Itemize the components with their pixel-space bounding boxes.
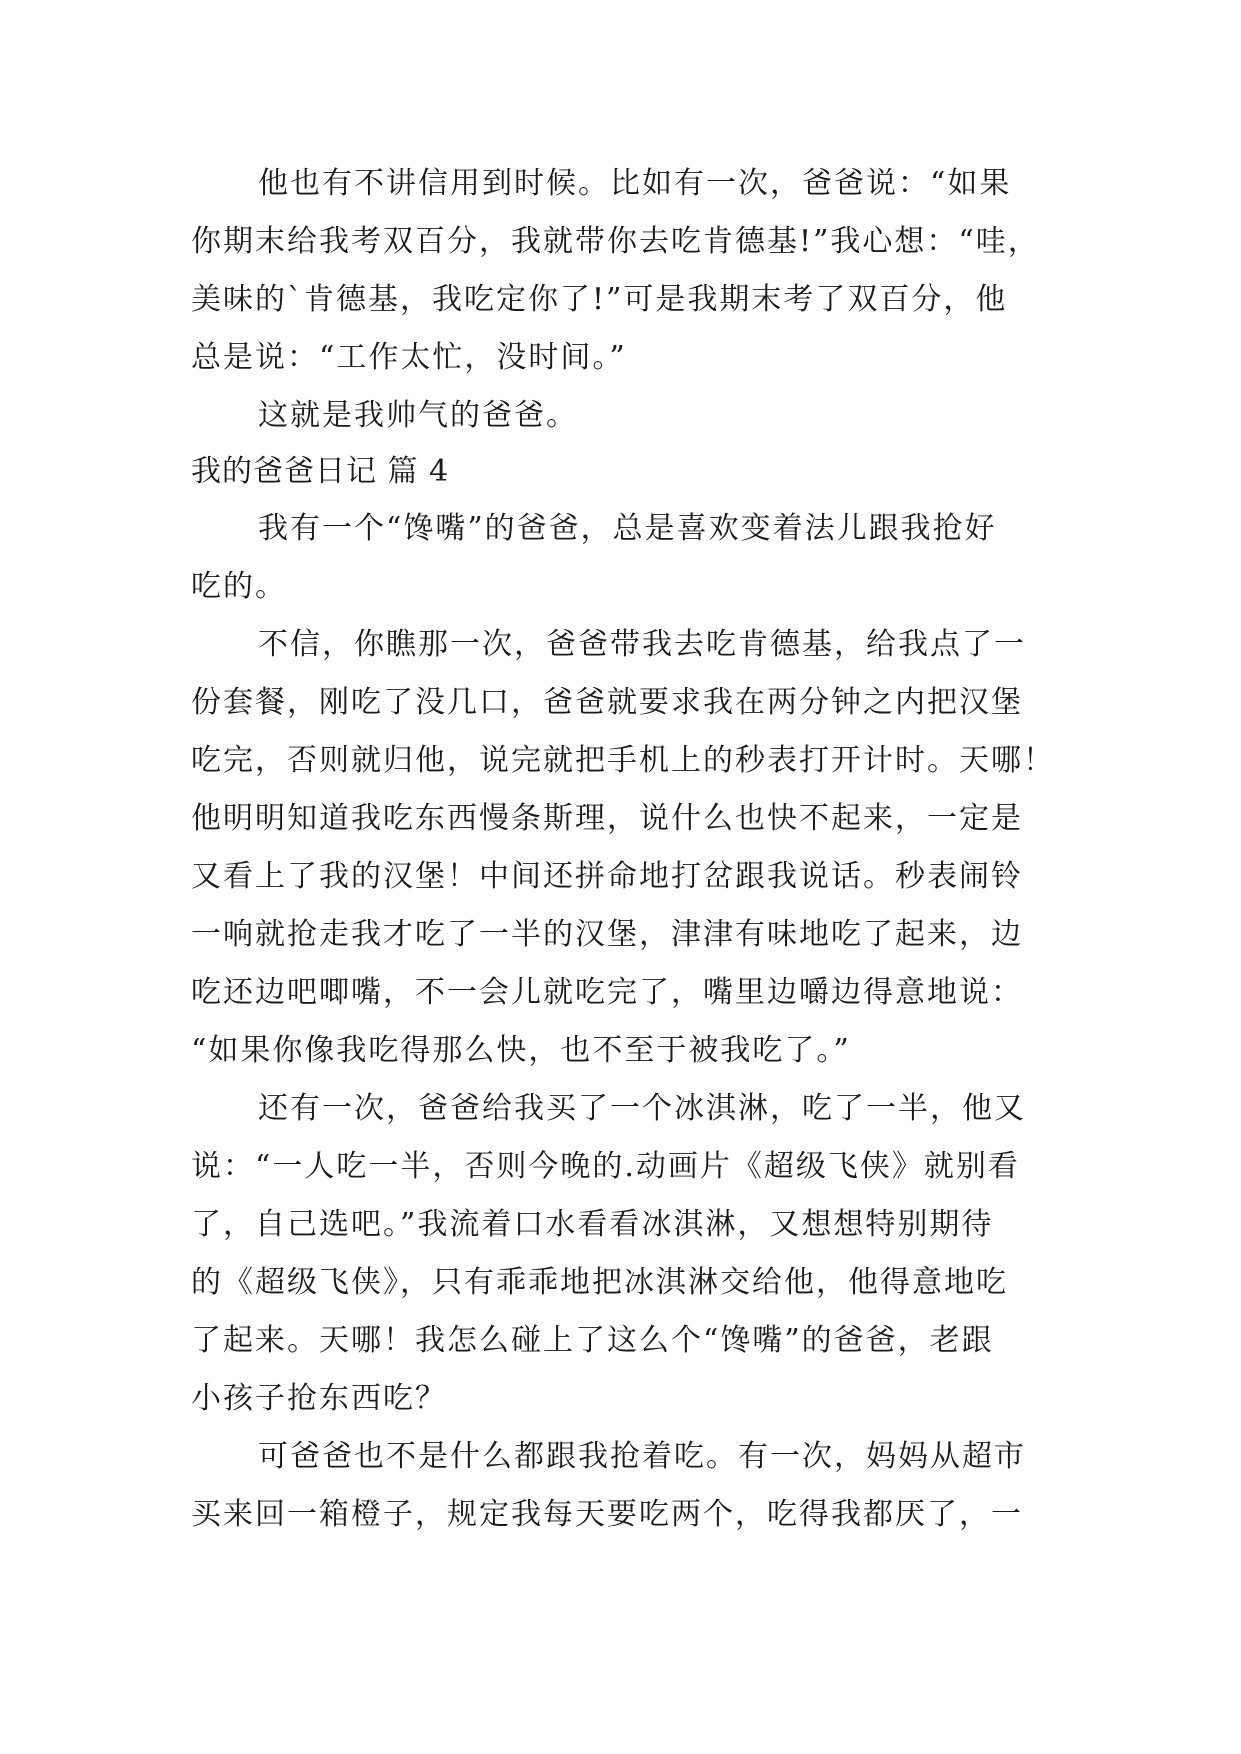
- paragraph-line: 这就是我帅气的爸爸。: [258, 398, 578, 433]
- paragraph-line: 总是说：“工作太忙，没时间。”: [191, 340, 627, 375]
- paragraph-line: 吃的。: [191, 569, 287, 604]
- paragraph-line: 小孩子抢东西吃？: [191, 1381, 447, 1416]
- paragraph-line: 又看上了我的汉堡！中间还拼命地打岔跟我说话。秒表闹铃: [191, 859, 1023, 894]
- paragraph-line: “如果你像我吃得那么快，也不至于被我吃了。”: [191, 1033, 851, 1068]
- paragraph-line: 美味的`肯德基，我吃定你了!”可是我期末考了双百分，他: [191, 282, 1008, 317]
- paragraph-line: 了，自己选吧。”我流着口水看看冰淇淋，又想想特别期待: [191, 1207, 994, 1242]
- paragraph-line: 的《超级飞侠》，只有乖乖地把冰淇淋交给他，他得意地吃: [191, 1265, 1008, 1300]
- paragraph-line: 一响就抢走我才吃了一半的汉堡，津津有味地吃了起来，边: [191, 917, 1023, 952]
- paragraph-line: 吃还边吧唧嘴，不一会儿就吃完了，嘴里边嚼边得意地说：: [191, 975, 1023, 1010]
- paragraph-line: 了起来。天哪！我怎么碰上了这么个“馋嘴”的爸爸，老跟: [191, 1323, 994, 1358]
- section-heading: 我的爸爸日记 篇 4: [191, 454, 450, 489]
- paragraph-line: 吃完，否则就归他，说完就把手机上的秒表打开计时。天哪！: [191, 743, 1055, 778]
- paragraph-line: 我有一个“馋嘴”的爸爸，总是喜欢变着法儿跟我抢好: [258, 511, 997, 546]
- paragraph-line: 份套餐，刚吃了没几口，爸爸就要求我在两分钟之内把汉堡: [191, 685, 1023, 720]
- paragraph-line: 不信，你瞧那一次，爸爸带我去吃肯德基，给我点了一: [258, 627, 1026, 662]
- paragraph-line: 他也有不讲信用到时候。比如有一次，爸爸说：“如果: [258, 166, 1012, 201]
- paragraph-line: 他明明知道我吃东西慢条斯理，说什么也快不起来，一定是: [191, 801, 1023, 836]
- paragraph-line: 说：“一人吃一半，否则今晚的.动画片《超级飞侠》就别看: [191, 1149, 1020, 1184]
- paragraph-line: 你期末给我考双百分，我就带你去吃肯德基!”我心想：“哇，: [191, 224, 1040, 259]
- paragraph-line: 还有一次，爸爸给我买了一个冰淇淋，吃了一半，他又: [258, 1091, 1026, 1126]
- paragraph-line: 可爸爸也不是什么都跟我抢着吃。有一次，妈妈从超市: [258, 1439, 1026, 1474]
- paragraph-line: 买来回一箱橙子，规定我每天要吃两个，吃得我都厌了，一: [191, 1497, 1023, 1532]
